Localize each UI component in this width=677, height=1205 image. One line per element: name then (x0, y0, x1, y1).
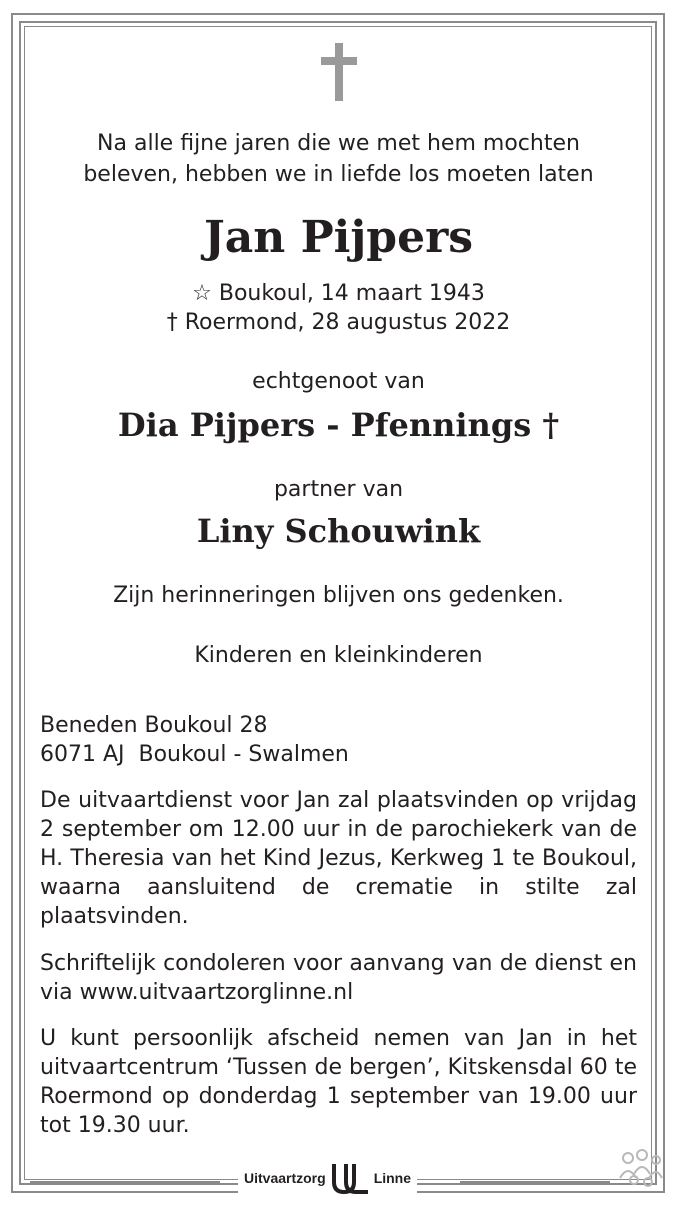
memory-text: Zijn herinneringen blijven ons gedenken. (113, 583, 564, 608)
uitvaartzorg-linne-logo-mark (330, 1160, 370, 1196)
death-date: † Roermond, 28 augustus 2022 (166, 310, 511, 335)
farewell-paragraph: U kunt persoonlijk afscheid nemen van Jan in het uitvaartcentrum ‘Tussen de bergen’, Kitskensdal 60 te Roermond op donderdag 1 september van 19.00 uur tot 19.30 uur. (40, 1026, 637, 1138)
cross-icon (321, 43, 357, 101)
birth-date: ☆ Boukoul, 14 maart 1943 (192, 281, 485, 306)
intro-line-1: Na alle fijne jaren die we met hem mochten (97, 131, 580, 156)
funeral-company-logo (238, 1158, 417, 1198)
intro-text (30, 128, 647, 190)
logo-text-right: Linne (373, 1170, 412, 1186)
spouse-label: echtgenoot van (252, 369, 425, 394)
partner-label: partner van (273, 477, 404, 502)
address-line-1: Beneden Boukoul 28 (40, 713, 268, 738)
people-watermark-icon (616, 1148, 664, 1192)
spouse-name: Dia Pijpers - Pfennings † (117, 406, 560, 444)
intro-line-2: beleven, hebben we in liefde los moeten laten (83, 162, 594, 187)
signed-by: Kinderen en kleinkinderen (194, 643, 483, 668)
deceased-name: Jan Pijpers (203, 212, 474, 263)
condolence-paragraph: Schriftelijk condoleren voor aanvang van de dienst en via www.uitvaartzorglinne.nl (40, 951, 637, 1005)
partner-name: Liny Schouwink (196, 512, 481, 550)
logo-text-left: Uitvaartzorg (244, 1170, 326, 1186)
footer-rule-left (30, 1181, 220, 1193)
service-paragraph: De uitvaartdienst voor Jan zal plaatsvinden op vrijdag 2 september om 12.00 uur in de parochiekerk van de H. Theresia van het Kind Jezus, Kerkweg 1 te Boukoul, waarna aansluitend de crematie in stilte zal plaatsvinden. (40, 788, 637, 929)
footer-rule-right (460, 1181, 610, 1193)
address-line-2: 6071 AJ Boukoul - Swalmen (40, 742, 349, 767)
life-dates (30, 279, 647, 337)
address (40, 711, 637, 769)
